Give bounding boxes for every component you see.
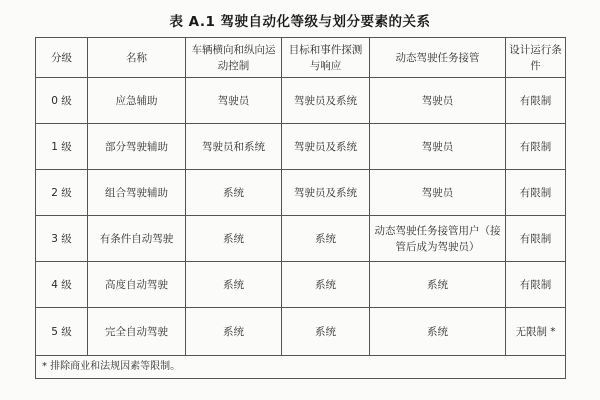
cell-motion-control: 系统 (186, 308, 282, 356)
header-motion-control: 车辆横向和纵向运动控制 (186, 38, 282, 78)
cell-name: 组合驾驶辅助 (88, 170, 186, 216)
cell-ddt-fallback: 系统 (370, 262, 506, 308)
cell-ddt-fallback: 驾驶员 (370, 170, 506, 216)
table-row (36, 170, 566, 216)
cell-level: 4 级 (36, 262, 88, 308)
table-footnote: * 排除商业和法规因素等限制。 (36, 356, 566, 379)
cell-motion-control: 驾驶员 (186, 78, 282, 124)
cell-level: 5 级 (36, 308, 88, 356)
cell-ddt-fallback: 动态驾驶任务接管用户（接管后成为驾驶员） (370, 216, 506, 262)
table-row (36, 262, 566, 308)
cell-motion-control: 系统 (186, 170, 282, 216)
cell-oedr: 系统 (282, 308, 370, 356)
table-row (36, 78, 566, 124)
table-title: 表 A.1 驾驶自动化等级与划分要素的关系 (169, 14, 431, 30)
table-row (36, 216, 566, 262)
cell-ddt-fallback: 驾驶员 (370, 124, 506, 170)
cell-motion-control: 驾驶员和系统 (186, 124, 282, 170)
cell-level: 0 级 (36, 78, 88, 124)
cell-motion-control: 系统 (186, 216, 282, 262)
footnote-row (36, 356, 566, 379)
cell-level: 2 级 (36, 170, 88, 216)
cell-odd: 有限制 (506, 78, 566, 124)
cell-odd: 无限制 * (506, 308, 566, 356)
cell-level: 1 级 (36, 124, 88, 170)
header-ddt-fallback: 动态驾驶任务接管 (370, 38, 506, 78)
cell-level: 3 级 (36, 216, 88, 262)
table-header-row (36, 38, 566, 78)
header-name: 名称 (88, 38, 186, 78)
cell-oedr: 系统 (282, 262, 370, 308)
cell-name: 部分驾驶辅助 (88, 124, 186, 170)
cell-name: 有条件自动驾驶 (88, 216, 186, 262)
header-oedr: 目标和事件探测与响应 (282, 38, 370, 78)
cell-odd: 有限制 (506, 262, 566, 308)
cell-oedr: 驾驶员及系统 (282, 78, 370, 124)
table-row (36, 124, 566, 170)
cell-name: 完全自动驾驶 (88, 308, 186, 356)
cell-oedr: 驾驶员及系统 (282, 170, 370, 216)
cell-oedr: 驾驶员及系统 (282, 124, 370, 170)
header-level: 分级 (36, 38, 88, 78)
cell-oedr: 系统 (282, 216, 370, 262)
cell-ddt-fallback: 系统 (370, 308, 506, 356)
cell-odd: 有限制 (506, 216, 566, 262)
cell-odd: 有限制 (506, 170, 566, 216)
automation-levels-table (35, 37, 566, 379)
header-odd: 设计运行条件 (506, 38, 566, 78)
cell-name: 应急辅助 (88, 78, 186, 124)
cell-motion-control: 系统 (186, 262, 282, 308)
cell-name: 高度自动驾驶 (88, 262, 186, 308)
cell-ddt-fallback: 驾驶员 (370, 78, 506, 124)
table-row (36, 308, 566, 356)
cell-odd: 有限制 (506, 124, 566, 170)
